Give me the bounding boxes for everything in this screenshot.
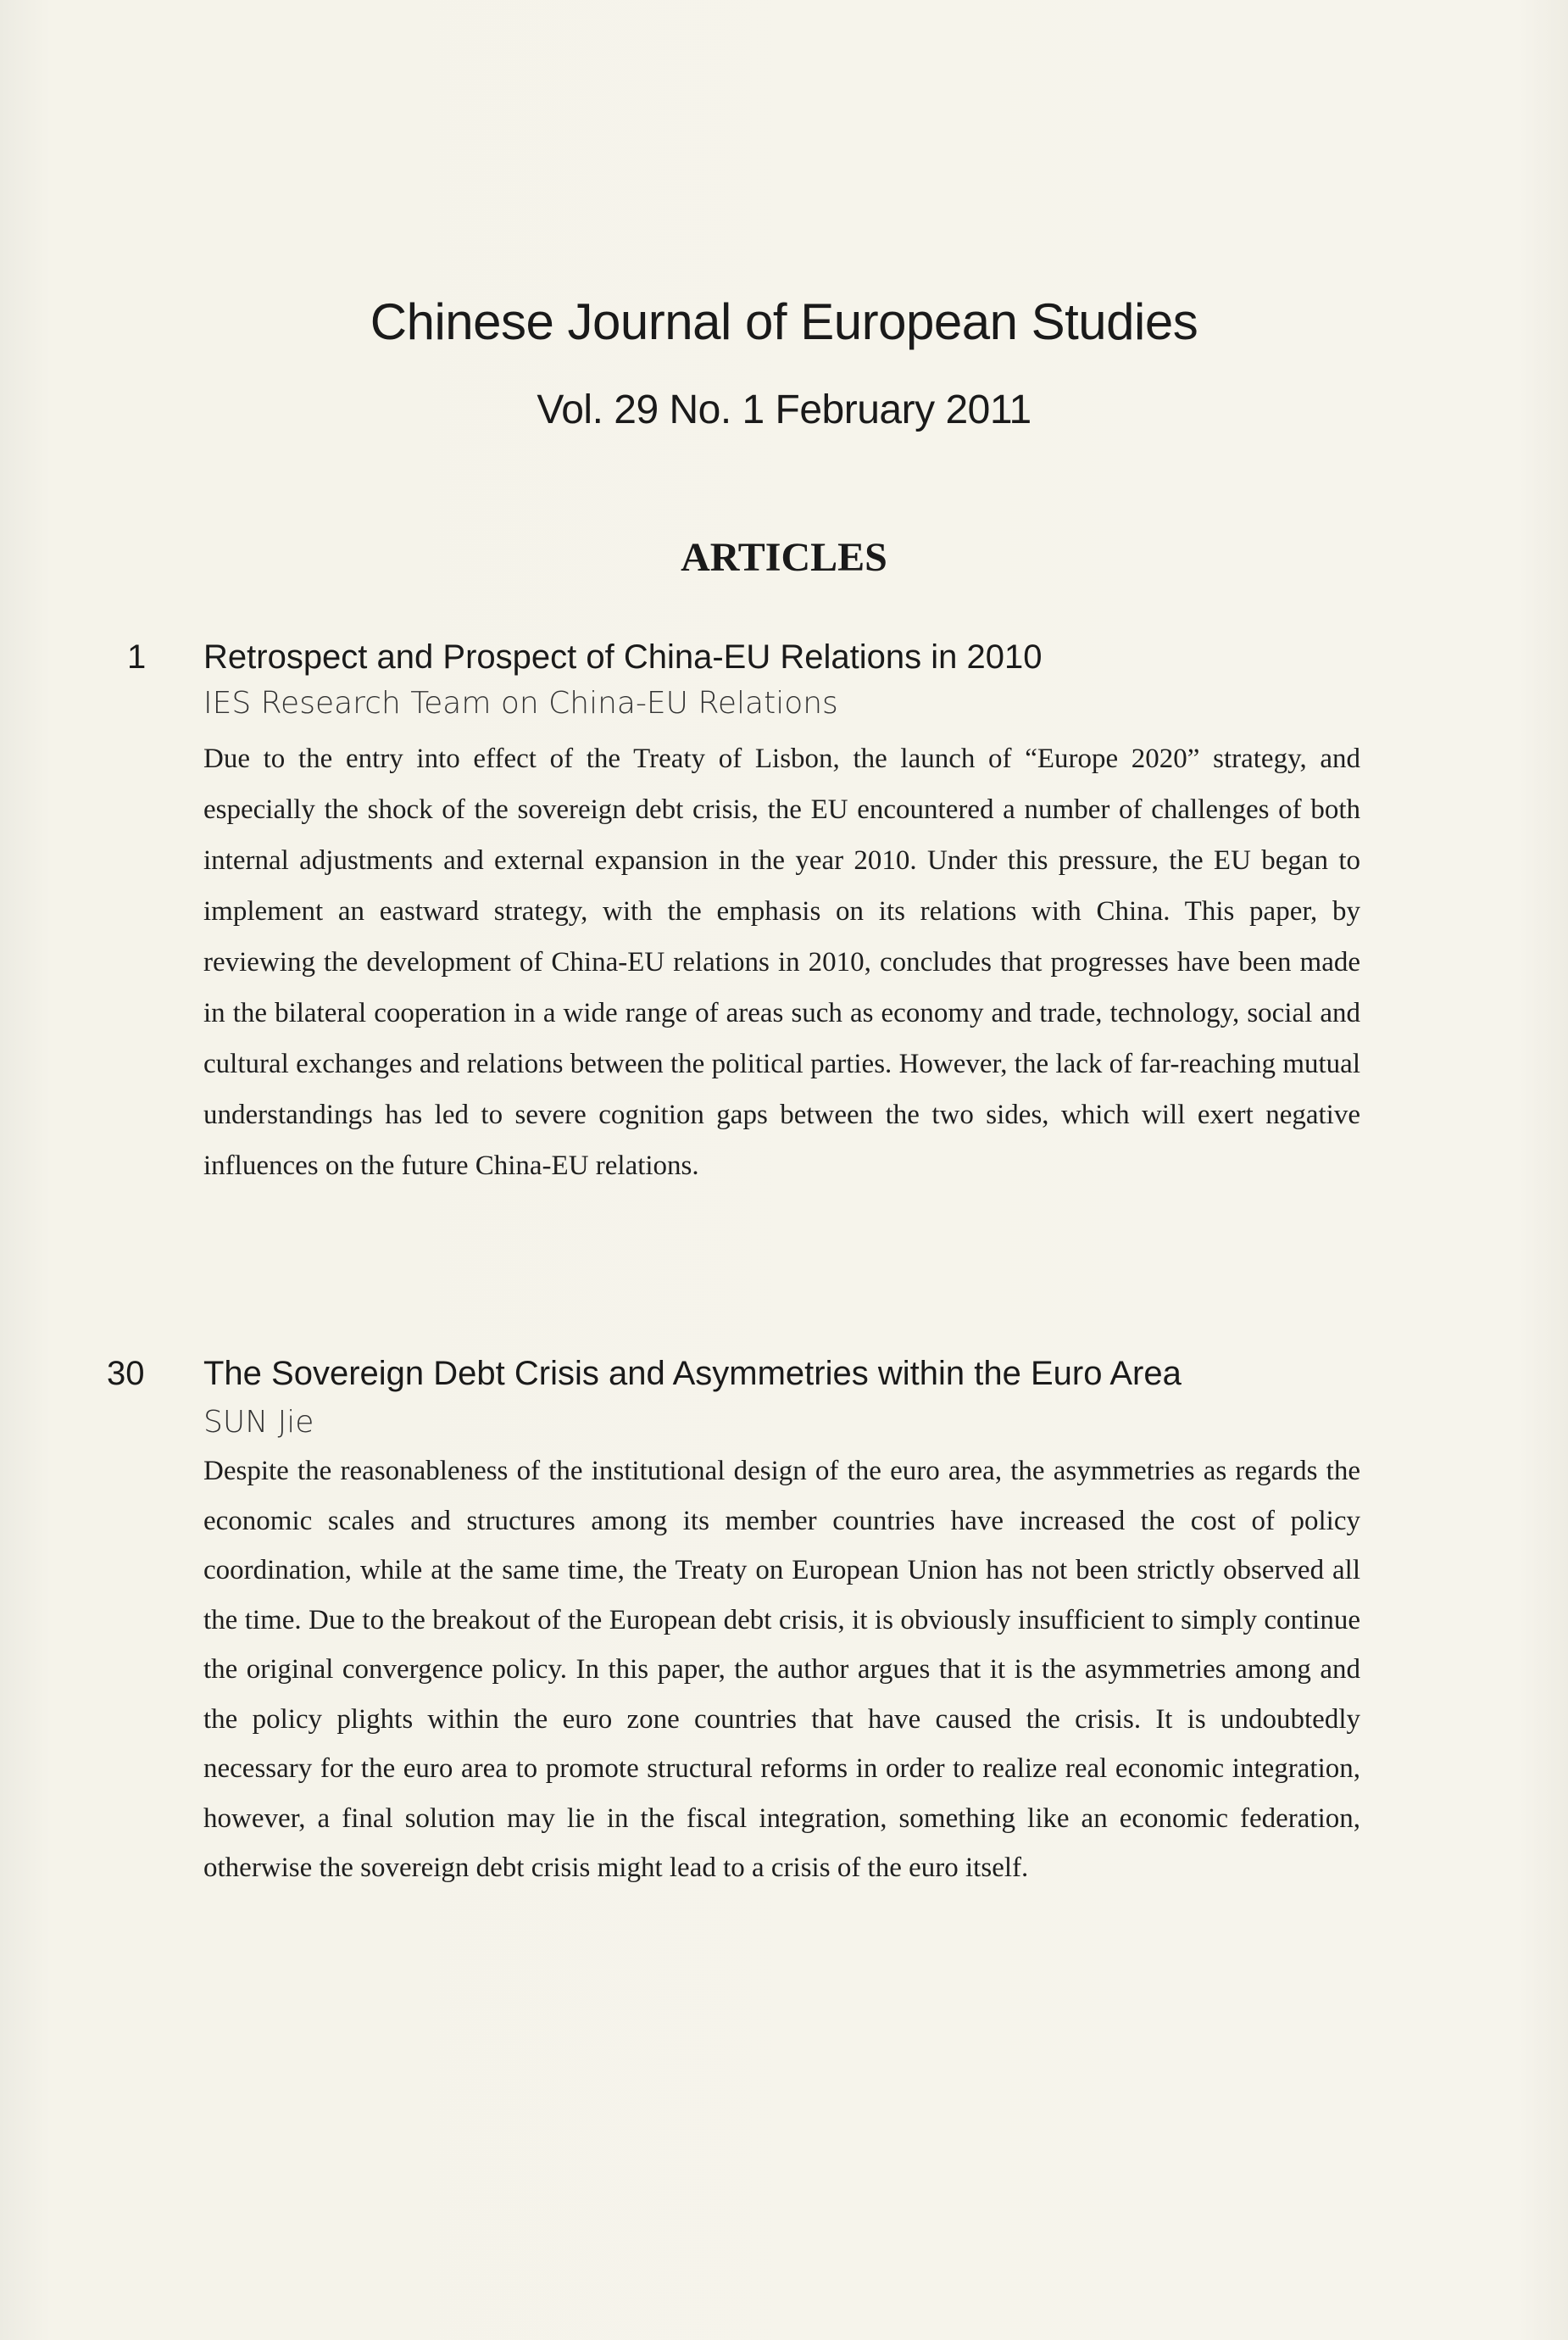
article-author: IES Research Team on China-EU Relations: [203, 686, 838, 721]
issue-info: Vol. 29 No. 1 February 2011: [537, 387, 1031, 432]
article-page-number: 30: [107, 1355, 145, 1392]
article-title: Retrospect and Prospect of China-EU Relations in 2010: [203, 638, 1043, 676]
section-heading: ARTICLES: [681, 535, 887, 580]
article-title: The Sovereign Debt Crisis and Asymmetries within the Euro Area: [203, 1355, 1182, 1392]
journal-title: Chinese Journal of European Studies: [370, 293, 1198, 350]
article-author: SUN Jie: [203, 1405, 314, 1440]
article-page-number: 1: [127, 638, 147, 676]
article-abstract: Despite the reasonableness of the institutional design of the euro area, the asymmetries as regards the economic scales and structures among its member countries have increased the cost of policy coordination, while at the same time, the Treaty on European Union has not been strictly observed all the time. Due to the breakout of the European debt crisis, it is obviously insufficient to simply continue the original convergence policy. In this paper, the author argues that it is the asymmetries among and the policy plights within the euro zone countries that have caused the crisis. It is undoubtedly necessary for the euro area to promote structural reforms in order to realize real economic integration, however, a final solution may lie in the fiscal integration, something like an economic federation, otherwise the sovereign debt crisis might lead to a crisis of the euro itself.: [203, 1456, 1360, 1883]
article-abstract: Due to the entry into effect of the Treaty of Lisbon, the launch of “Europe 2020” strategy, and especially the shock of the sovereign debt crisis, the EU encountered a number of challenges of both internal adjustments and external expansion in the year 2010. Under this pressure, the EU began to implement an eastward strategy, with the emphasis on its relations with China. This paper, by reviewing the development of China-EU relations in 2010, concludes that progresses have been made in the bilateral cooperation in a wide range of areas such as economy and trade, technology, social and cultural exchanges and relations between the political parties. However, the lack of far-reaching mutual understandings has led to severe cognition gaps between the two sides, which will exert negative influences on the future China-EU relations.: [203, 744, 1360, 1181]
